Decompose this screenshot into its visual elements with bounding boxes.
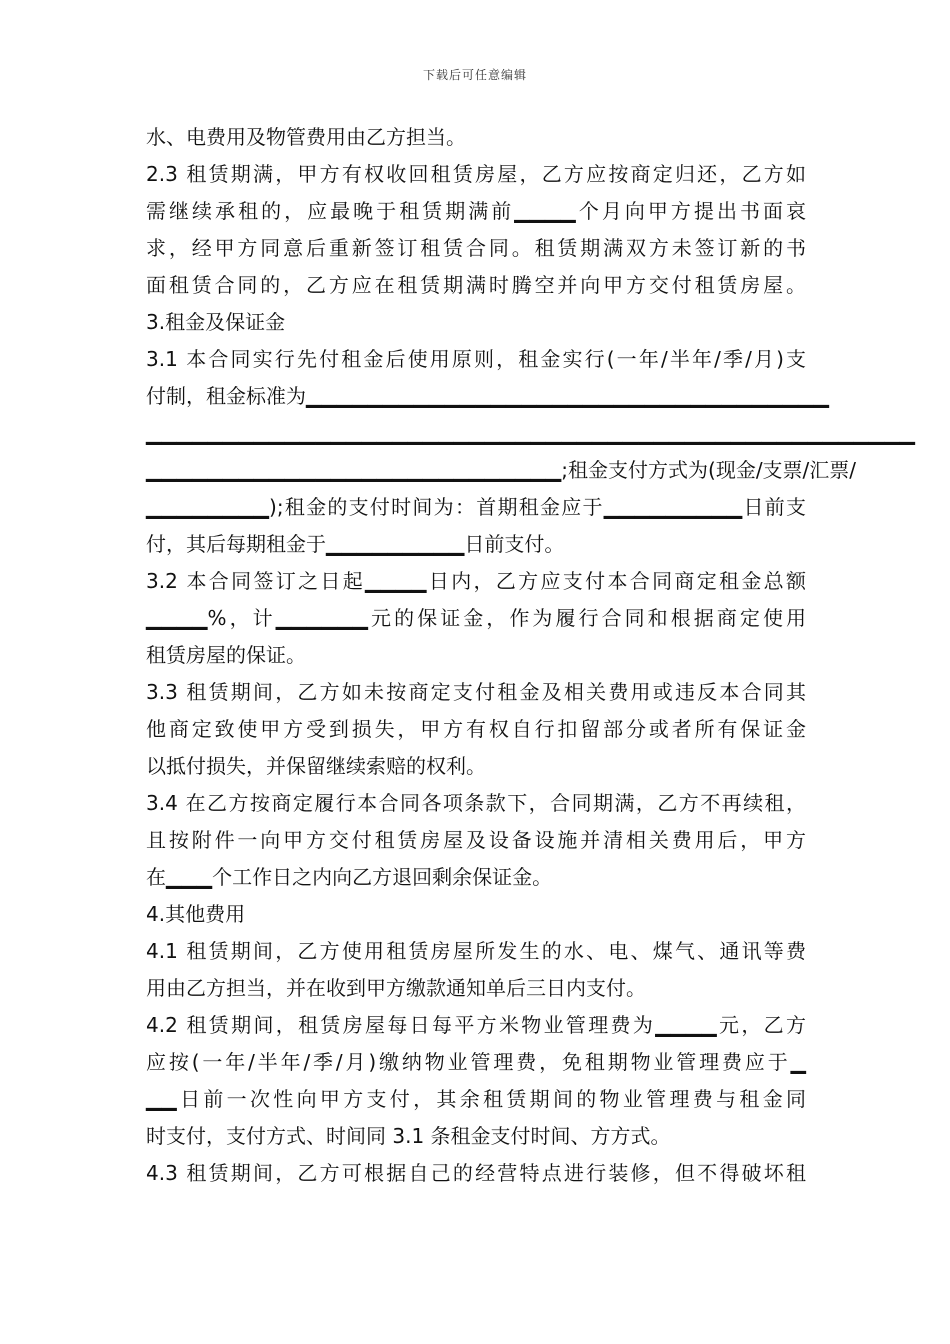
document-line: 3.4 在乙方按商定履行本合同各项条款下，合同期满，乙方不再续租，: [146, 791, 806, 815]
document-line: 租赁房屋的保证。: [146, 643, 306, 667]
document-line: 付制，租金标准为▁▁▁▁▁▁▁▁▁▁▁▁▁▁▁▁▁▁▁▁▁▁▁▁▁▁▁▁▁▁▁▁▁▁: [146, 384, 829, 408]
document-line: 付，其后每期租金于▁▁▁▁▁▁▁▁▁日前支付。: [146, 532, 565, 556]
document-line: 在▁▁▁个工作日之内向乙方退回剩余保证金。: [146, 865, 553, 889]
document-line: ▁▁▁▁▁▁▁▁);租金的支付时间为：首期租金应于▁▁▁▁▁▁▁▁▁日前支: [146, 495, 806, 519]
document-line: ▁▁▁▁▁▁▁▁▁▁▁▁▁▁▁▁▁▁▁▁▁▁▁▁▁▁▁▁▁▁▁▁▁▁▁▁▁▁▁▁▁▁▁▁▁▁▁▁▁▁: [146, 421, 916, 445]
document-line: 需继续承租的，应最晚于租赁期满前▁▁▁▁个月向甲方提出书面哀: [146, 199, 806, 223]
document-line: 以抵付损失，并保留继续索赔的权利。: [146, 754, 486, 778]
document-line: 4.1 租赁期间，乙方使用租赁房屋所发生的水、电、煤气、通讯等费: [146, 939, 806, 963]
document-line: 应按(一年/半年/季/月)缴纳物业管理费，免租期物业管理费应于▁: [146, 1050, 806, 1074]
document-line: 3.3 租赁期间，乙方如未按商定支付租金及相关费用或违反本合同其: [146, 680, 806, 704]
document-line: 4.3 租赁期间，乙方可根据自己的经营特点进行装修，但不得破坏租: [146, 1161, 806, 1185]
document-line: 2.3 租赁期满，甲方有权收回租赁房屋，乙方应按商定归还，乙方如: [146, 162, 806, 186]
document-line: 3.租金及保证金: [146, 310, 286, 334]
document-line: ▁▁▁▁▁▁▁▁▁▁▁▁▁▁▁▁▁▁▁▁▁▁▁▁▁▁▁;租金支付方式为(现金/支票/汇票/: [146, 458, 857, 482]
document-body: [146, 119, 916, 1192]
document-line: 面租赁合同的，乙方应在租赁期满时腾空并向甲方交付租赁房屋。: [146, 273, 806, 297]
document-line: 用由乙方担当，并在收到甲方缴款通知单后三日内支付。: [146, 976, 646, 1000]
document-line: 水、电费用及物管费用由乙方担当。: [146, 125, 466, 149]
document-line: 3.2 本合同签订之日起▁▁▁▁日内，乙方应支付本合同商定租金总额: [146, 569, 806, 593]
document-line: 时支付，支付方式、时间同 3.1 条租金支付时间、方方式。: [146, 1124, 671, 1148]
document-line: 求，经甲方同意后重新签订租赁合同。租赁期满双方未签订新的书: [146, 236, 806, 260]
document-line: 4.2 租赁期间，租赁房屋每日每平方米物业管理费为▁▁▁▁元，乙方: [146, 1013, 806, 1037]
document-line: 4.其他费用: [146, 902, 246, 926]
document-line: ▁▁日前一次性向甲方支付，其余租赁期间的物业管理费与租金同: [146, 1087, 806, 1111]
document-line: 3.1 本合同实行先付租金后使用原则，租金实行(一年/半年/季/月)支: [146, 347, 806, 371]
document-line: ▁▁▁▁%，计▁▁▁▁▁▁元的保证金，作为履行合同和根据商定使用: [146, 606, 806, 630]
document-line: 且按附件一向甲方交付租赁房屋及设备设施并清相关费用后，甲方: [146, 828, 806, 852]
page-header: 下载后可任意编辑: [422, 68, 527, 82]
document-line: 他商定致使甲方受到损失，甲方有权自行扣留部分或者所有保证金: [146, 717, 806, 741]
